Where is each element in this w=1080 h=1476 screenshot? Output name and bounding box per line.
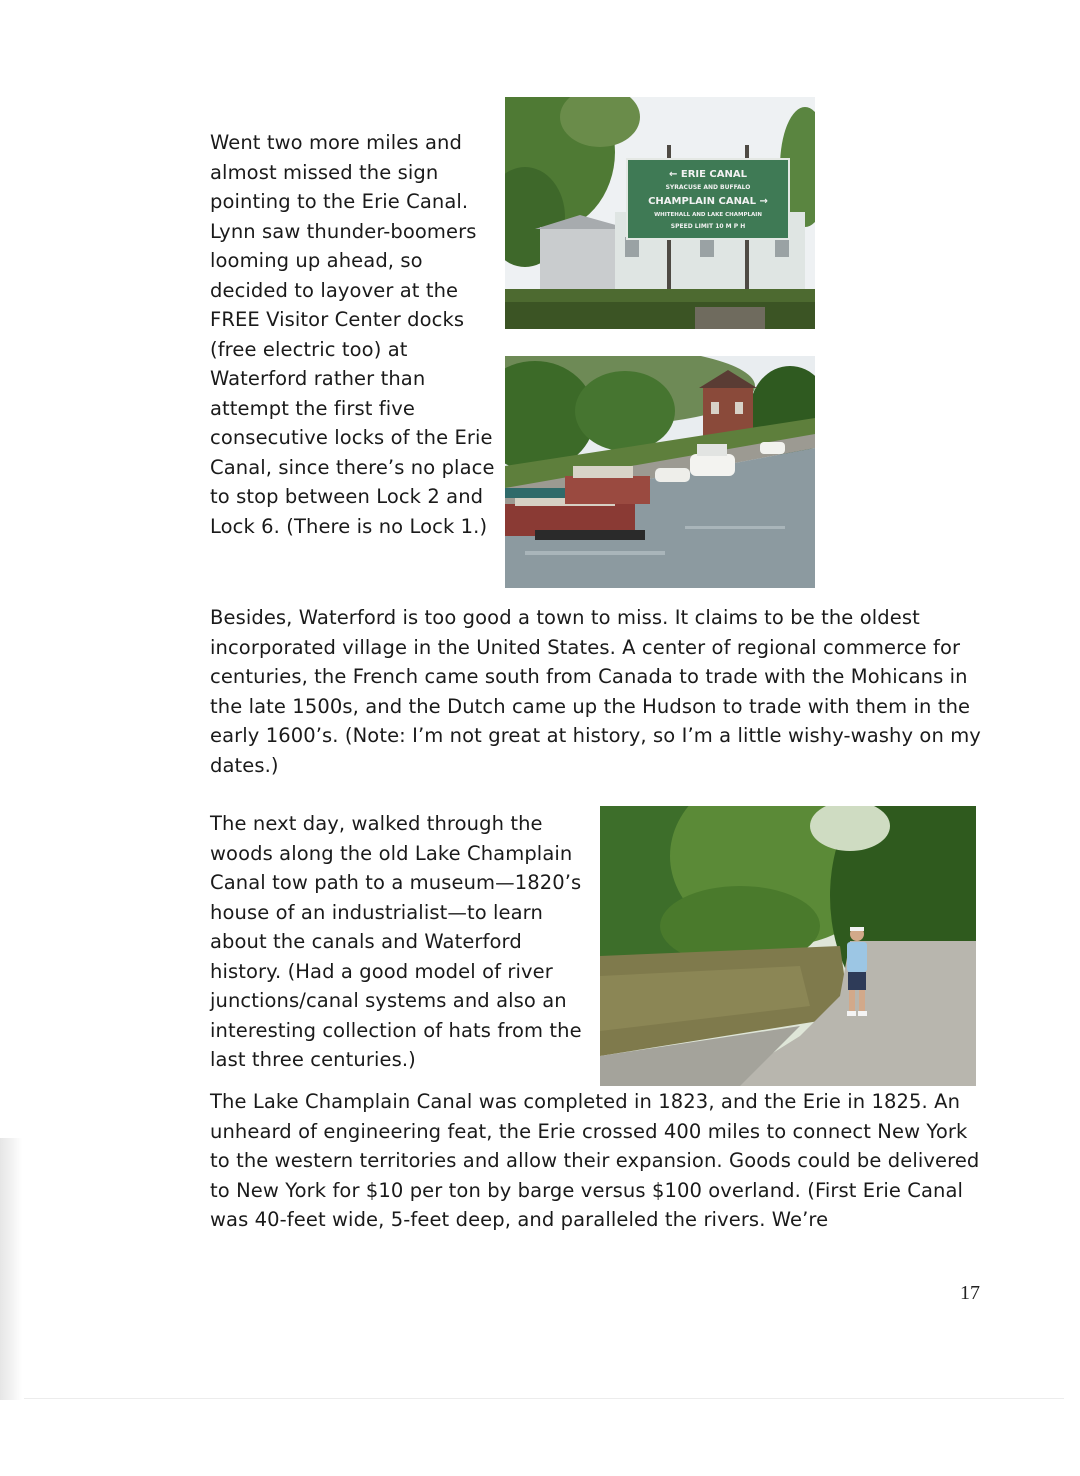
sign-line-syracuse: SYRACUSE AND BUFFALO (665, 184, 751, 191)
paragraph-erie-sign: Went two more miles and almost missed the sign pointing to the Erie Canal. Lynn saw thunder-boomers looming up ahead, so decided to layover at the FREE Visitor Center docks (free electric too) at Waterford rather than attempt the first five consecutive locks of the Erie Canal, since there’s no place to stop between Lock 2 and Lock 6. (There is no Lock 1.) (210, 131, 495, 538)
photo-erie-canal-sign (505, 97, 815, 329)
scan-edge-shadow (0, 1138, 22, 1400)
paragraph-waterford-history: Besides, Waterford is too good a town to miss. It claims to be the oldest incorporated village in the United States. A center of regional commerce for centuries, the French came south from Canada to trade with the Mohicans in the late 1500s, and the Dutch came up the Hudson to trade with them in the early 1600’s. (Note: I’m not great at history, so I’m a little wishy-washy on my dates.) (210, 606, 981, 777)
sign-line-whitehall: WHITEHALL AND LAKE CHAMPLAIN (654, 212, 762, 218)
photo-visitor-center-docks (505, 356, 815, 588)
sign-line-speed: SPEED LIMIT 10 M P H (670, 223, 746, 230)
paragraph-tow-path-walk: The next day, walked through the woods along the old Lake Champlain Canal tow path to a museum—1820’s house of an industrialist—to learn about the canals and Waterford history. (Had a good model of river junctions/canal systems and also an interesting collection of hats from the last three centuries.) (210, 812, 582, 1071)
photo-tow-path (600, 806, 976, 1086)
page-number: 17 (960, 1282, 980, 1304)
sign-line-champlain: CHAMPLAIN CANAL → (648, 196, 768, 207)
scan-edge-line (24, 1398, 1064, 1399)
paragraph-canal-facts: The Lake Champlain Canal was completed in 1823, and the Erie in 1825. An unheard of engineering feat, the Erie crossed 400 miles to connect New York to the western territories and allow their expansion. Goods could be delivered to New York for $10 per ton by barge versus $100 overland. (First Erie Canal was 40-feet wide, 5-feet deep, and paralleled the rivers. We’re (210, 1090, 980, 1231)
sign-line-erie: ← ERIE CANAL (669, 169, 747, 180)
